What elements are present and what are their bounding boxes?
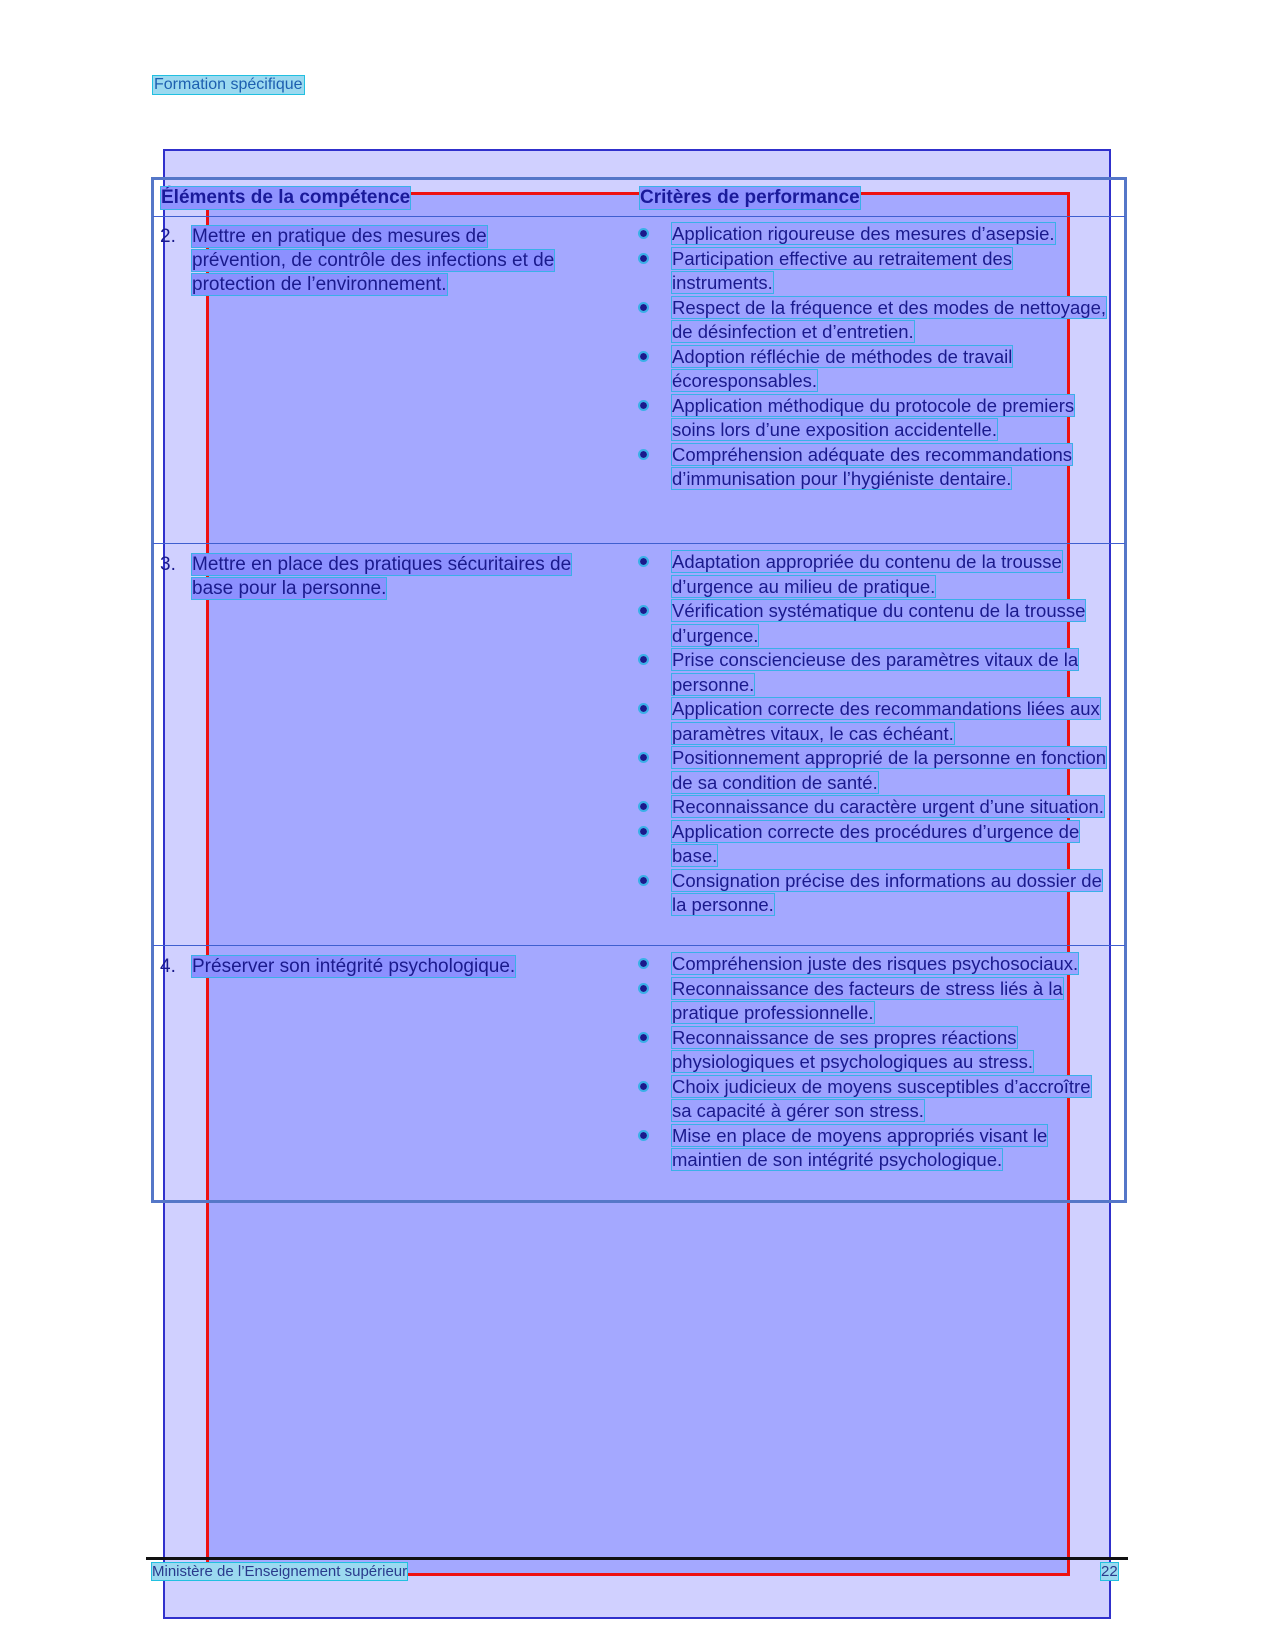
bullet-icon (640, 754, 647, 761)
element-text-line: Préserver son intégrité psychologique. (192, 956, 516, 977)
element-text-line: prévention, de contrôle des infections et de (192, 250, 555, 271)
criterion-item: Adoption réfléchie de méthodes de travail écoresponsables. (640, 345, 1110, 394)
criterion-item: Application correcte des recommandations liées aux paramètres vitaux, le cas échéant. (640, 697, 1110, 746)
bullet-icon (640, 230, 647, 237)
criterion-item: Consignation précise des informations au dossier de la personne. (640, 869, 1110, 918)
bullet-icon (640, 803, 647, 810)
row-divider-3-4 (153, 945, 1125, 946)
bullet-icon (640, 985, 647, 992)
column-header-elements: Éléments de la compétence (161, 187, 411, 208)
bullet-icon (640, 304, 647, 311)
criteria-list-row-3 (640, 550, 1110, 918)
criterion-item: Adaptation appropriée du contenu de la trousse d’urgence au milieu de pratique. (640, 550, 1110, 599)
bullet-icon (640, 255, 647, 262)
bullet-icon (640, 558, 647, 565)
criterion-item: Compréhension adéquate des recommandations d’immunisation pour l’hygiéniste dentaire. (640, 443, 1110, 492)
bullet-icon (640, 656, 647, 663)
element-number: 4. (160, 956, 176, 977)
table-header-divider (153, 216, 1125, 217)
criterion-item: Application rigoureuse des mesures d’asepsie. (640, 222, 1110, 247)
bullet-icon (640, 451, 647, 458)
element-row-4 (160, 955, 620, 979)
bullet-icon (640, 402, 647, 409)
running-header: Formation spécifique (154, 76, 303, 93)
footer-ministry: Ministère de l’Enseignement supérieur (152, 1563, 408, 1580)
element-text-line: base pour la personne. (192, 578, 387, 599)
criterion-item: Compréhension juste des risques psychosociaux. (640, 952, 1110, 977)
criterion-item: Reconnaissance des facteurs de stress liés à la pratique professionnelle. (640, 977, 1110, 1026)
element-row-2 (160, 225, 620, 297)
bullet-icon (640, 607, 647, 614)
criterion-item: Choix judicieux de moyens susceptibles d’accroître sa capacité à gérer son stress. (640, 1075, 1110, 1124)
bullet-icon (640, 1132, 647, 1139)
element-number: 2. (160, 226, 176, 247)
bullet-icon (640, 705, 647, 712)
bullet-icon (640, 960, 647, 967)
criterion-item: Participation effective au retraitement des instruments. (640, 247, 1110, 296)
criterion-item: Positionnement approprié de la personne en fonction de sa condition de santé. (640, 746, 1110, 795)
bullet-icon (640, 353, 647, 360)
page-number: 22 (1101, 1563, 1118, 1580)
element-text-line: protection de l’environnement. (192, 274, 447, 295)
element-row-3 (160, 553, 620, 601)
criterion-item: Reconnaissance de ses propres réactions physiologiques et psychologiques au stress. (640, 1026, 1110, 1075)
footer-rule (146, 1557, 1128, 1560)
criterion-item: Respect de la fréquence et des modes de nettoyage, de désinfection et d’entretien. (640, 296, 1110, 345)
criterion-item: Vérification systématique du contenu de la trousse d’urgence. (640, 599, 1110, 648)
criterion-item: Mise en place de moyens appropriés visant le maintien de son intégrité psychologique. (640, 1124, 1110, 1173)
criterion-item: Application correcte des procédures d’urgence de base. (640, 820, 1110, 869)
criteria-list-row-2 (640, 222, 1110, 492)
column-header-criteria: Critères de performance (640, 187, 860, 208)
bullet-icon (640, 1083, 647, 1090)
criteria-list-row-4 (640, 952, 1110, 1173)
element-text-line: Mettre en pratique des mesures de (192, 226, 487, 247)
bullet-icon (640, 828, 647, 835)
criterion-item: Application méthodique du protocole de premiers soins lors d’une exposition accidentelle. (640, 394, 1110, 443)
criterion-item: Reconnaissance du caractère urgent d’une situation. (640, 795, 1110, 820)
element-text-line: Mettre en place des pratiques sécuritaires de (192, 554, 572, 575)
criterion-item: Prise consciencieuse des paramètres vitaux de la personne. (640, 648, 1110, 697)
element-number: 3. (160, 554, 176, 575)
bullet-icon (640, 877, 647, 884)
bullet-icon (640, 1034, 647, 1041)
row-divider-2-3 (153, 543, 1125, 544)
